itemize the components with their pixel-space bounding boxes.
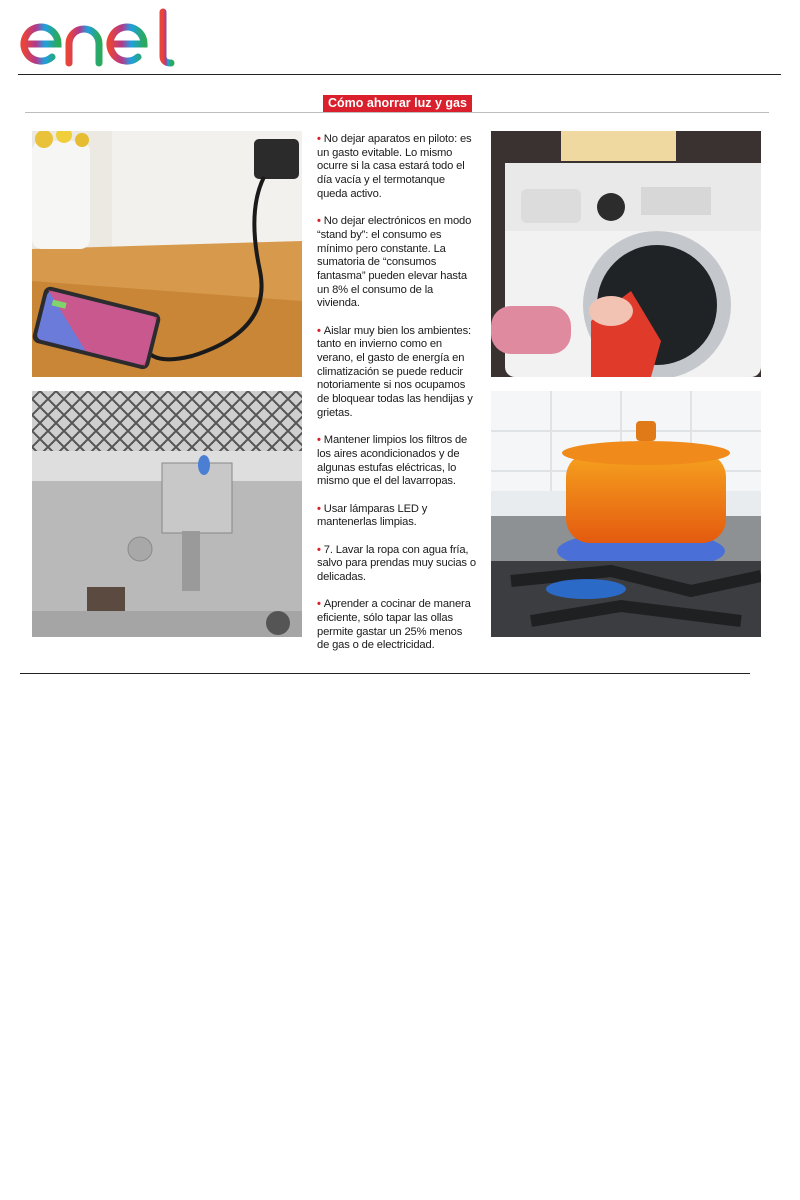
tip-text: Usar lámparas LED y mantenerlas limpias.	[317, 502, 428, 529]
gas-heater-pilot-photo	[32, 391, 302, 637]
tip-item	[317, 215, 477, 311]
tip-item	[317, 503, 477, 530]
washing-machine-photo	[491, 131, 761, 377]
gas-stove-pot-photo	[491, 391, 761, 637]
tips-list	[317, 133, 477, 667]
tip-item	[317, 544, 477, 585]
footer-divider	[20, 673, 750, 674]
bullet-icon: •	[317, 324, 321, 337]
article-title: Cómo ahorrar luz y gas	[323, 95, 472, 112]
tip-text: Aprender a cocinar de manera eficiente, sólo tapar las ollas permite gastar un 25% menos de gas o de electricidad.	[317, 598, 471, 652]
tip-item	[317, 598, 477, 653]
bullet-icon: •	[317, 543, 321, 556]
phone-charger-photo	[32, 131, 302, 377]
tip-item	[317, 133, 477, 202]
tip-item	[317, 434, 477, 489]
bullet-icon: •	[317, 133, 321, 145]
tip-item	[317, 325, 477, 421]
tip-text: Aislar muy bien los ambientes: tanto en invierno como en verano, el gasto de energía en climatización se puede reducir notoriamente si nos ocupamos de bloquear todas las hendijas y grietas.	[317, 324, 473, 419]
bullet-icon: •	[317, 434, 321, 447]
tip-text: No dejar electrónicos en modo “stand by”: el consumo es mínimo pero constante. La sumatoria de “consumos fantasma” pueden elevar hasta un 8% el consumo de la vivienda.	[317, 215, 472, 310]
tip-text: 7. Lavar la ropa con agua fría, salvo para prendas muy sucias o delicadas.	[317, 543, 476, 583]
tip-text: No dejar aparatos en piloto: es un gasto evitable. Lo mismo ocurre si la casa estará todo el día vacía y el termotanque queda activo.	[317, 133, 472, 200]
title-divider	[25, 112, 769, 113]
header-divider	[18, 74, 781, 75]
bullet-icon: •	[317, 598, 321, 611]
enel-logo	[16, 4, 186, 68]
bullet-icon: •	[317, 502, 321, 515]
bullet-icon: •	[317, 215, 321, 228]
tip-text: Mantener limpios los filtros de los aires acondicionados y de algunas estufas eléctricas, lo mismo que el del lavarropas.	[317, 434, 468, 488]
